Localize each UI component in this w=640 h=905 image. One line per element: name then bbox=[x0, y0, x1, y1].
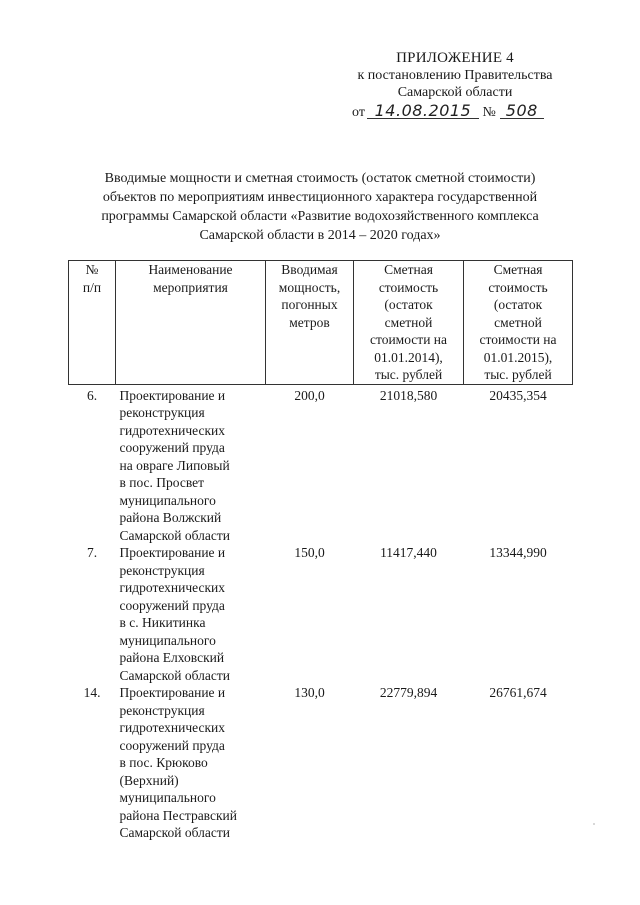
number-prefix: № bbox=[482, 105, 496, 120]
row-capacity: 130,0 bbox=[294, 685, 325, 700]
row-cost-2014: 21018,580 bbox=[379, 387, 438, 403]
date-handwritten: 14.08.2015 bbox=[367, 103, 479, 119]
header-cost-2014: Сметная стоимость (остаток сметной стоимости на 01.01.2014), тыс. рублей bbox=[354, 261, 464, 385]
row-cost-2015: 20435,354 bbox=[489, 387, 547, 403]
row-name: Проектирование и реконструкция гидротехнических сооружений пруда в пос. Крюково (Верхний) муниципального района Пестравский Самарской области bbox=[119, 685, 237, 840]
header-name: Наименование мероприятия bbox=[116, 261, 266, 385]
row-cost-2014: 22779,894 bbox=[379, 685, 438, 700]
header-capacity: Вводимая мощность, погонных метров bbox=[266, 261, 354, 385]
heading-line-2: объектов по мероприятиям инвестиционного характера государственной bbox=[102, 190, 538, 205]
row-cost-2015: 26761,674 bbox=[489, 685, 547, 700]
row-name: Проектирование и реконструкция гидротехнических сооружений пруда на овраге Липовый в пос. Просвет муниципального района Волжский Самарской области bbox=[119, 387, 231, 543]
row-num: 14. bbox=[83, 685, 101, 700]
heading-line-1: Вводимые мощности и сметная стоимость (остаток сметной стоимости) bbox=[104, 171, 536, 186]
table-header-row bbox=[69, 261, 573, 385]
row-num: 6. bbox=[86, 387, 98, 403]
heading-line-3: программы Самарской области «Развитие водохозяйственного комплекса bbox=[101, 209, 539, 224]
header-cost-2015: Сметная стоимость (остаток сметной стоимости на 01.01.2015), тыс. рублей bbox=[464, 261, 573, 385]
row-num: 7. bbox=[86, 545, 98, 560]
capacity-cost-table bbox=[68, 260, 573, 842]
appendix-title: ПРИЛОЖЕНИЕ 4 bbox=[396, 50, 514, 66]
date-prefix: от bbox=[352, 105, 365, 120]
heading-line-4: Самарской области в 2014 – 2020 годах» bbox=[199, 228, 441, 243]
row-name: Проектирование и реконструкция гидротехнических сооружений пруда в с. Никитинка муниципального района Елховский Самарской области bbox=[119, 545, 231, 683]
scan-speck bbox=[593, 823, 595, 825]
document-heading bbox=[70, 169, 570, 245]
row-cost-2015: 13344,990 bbox=[489, 545, 547, 560]
appendix-line-2: Самарской области bbox=[397, 85, 513, 100]
number-handwritten: 508 bbox=[500, 103, 544, 119]
capacity-cost-table-wrap bbox=[68, 260, 572, 842]
header-num: № п/п bbox=[69, 261, 116, 385]
row-cost-2014: 11417,440 bbox=[380, 545, 437, 560]
appendix-header bbox=[330, 50, 580, 125]
table-row bbox=[69, 684, 573, 842]
row-capacity: 200,0 bbox=[294, 387, 325, 403]
appendix-date-line bbox=[330, 103, 580, 125]
table-row bbox=[69, 544, 573, 684]
appendix-line-1: к постановлению Правительства bbox=[357, 68, 553, 83]
row-capacity: 150,0 bbox=[294, 545, 325, 560]
table-row bbox=[69, 384, 573, 544]
